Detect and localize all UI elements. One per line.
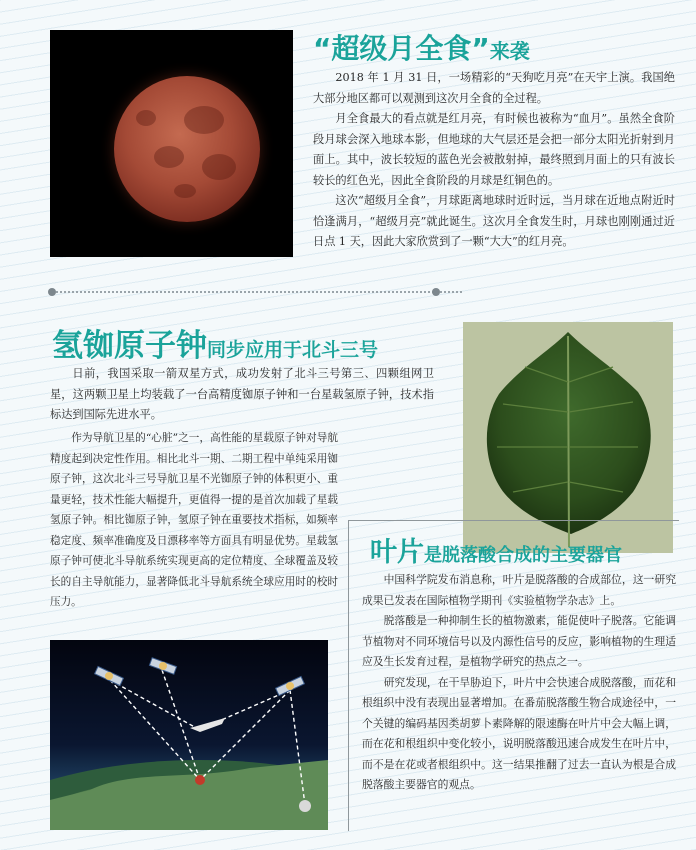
clock-article-body-top [50, 364, 434, 426]
leaf-article-title [370, 530, 622, 569]
satellite-navigation-image [50, 640, 328, 830]
moon-paragraph-1: 2018 年 1 月 31 日，一场精彩的“天狗吃月亮”在天宇上演。我国绝大部分地区都可以观测到这次月全食的全过程。 [313, 71, 675, 105]
clock-title-main: 氢铷原子钟 [52, 328, 207, 364]
moon-article-title [313, 27, 530, 67]
moon-paragraph-3: 这次“超级月全食”，月球距离地球时近时远，当月球在近地点附近时恰逢满月，“超级月亮”就此诞生。这次月全食发生时，月球也刚刚通过近日点 1 天，因此大家欣赏到了一颗“大大”的红月亮。 [313, 194, 675, 248]
divider-dot-right [432, 288, 440, 296]
clock-title-sub: 同步应用于北斗三号 [207, 339, 379, 361]
section-divider [52, 291, 462, 293]
red-moon-image [114, 76, 260, 222]
moon-title-tail: 来袭 [489, 39, 530, 63]
leaf-photo [463, 322, 673, 553]
leaf-image [463, 322, 673, 553]
clock-article-body [50, 428, 338, 613]
leaf-article-body [362, 570, 676, 796]
leaf-title-sub: 是脱落酸合成的主要器官 [424, 545, 622, 566]
moon-title-quoted: “超级月全食” [313, 32, 490, 65]
moon-paragraph-2: 月全食最大的看点就是红月亮，有时候也被称为“血月”。虽然全食阶段月球会深入地球本影，但地球的大气层还是会把一部分太阳光折射到月面上。其中，波长较短的蓝色光会被散射掉，最终照到月面上的只有波长较长的红色光，因此全食阶段的月球是红铜色的。 [313, 112, 675, 187]
clock-paragraph-2: 作为导航卫星的“心脏”之一，高性能的星载原子钟对导航精度起到决定性作用。相比北斗一期、二期工程中单纯采用铷原子钟，这次北斗三号导航卫星不光铷原子钟的体积更小、重量更轻，技术性能大幅提升，更值得一提的是首次加载了星载氢原子钟。相比铷原子钟，氢原子钟在重要技术指标，如频率稳定度、频率准确度及日漂移率等方面具有明显优势。星载氢原子钟可使北斗导航系统实现更高的定位精度、全球覆盖及较长的自主导航能力，显著降低北斗导航系统全球应用时的校时压力。 [50, 432, 338, 608]
divider-dot-left [48, 288, 56, 296]
moon-photo [50, 30, 293, 257]
leaf-paragraph-3: 研究发现，在干旱胁迫下，叶片中会快速合成脱落酸，而花和根组织中没有表现出显著增加。在番茄脱落酸生物合成途径中，一个关键的编码基因类胡萝卜素降解的限速酶在叶片中会大幅上调，而在花和根组织中变化较小，说明脱落酸迅速合成发生在叶片中，而不是在花或者根组织中。这一结果推翻了过去一直认为根是合成脱落酸主要器官的观点。 [362, 675, 676, 791]
leaf-paragraph-2: 脱落酸是一种抑制生长的植物激素，能促使叶子脱落。它能调节植物对不同环境信号以及内源性信号的反应，影响植物的生理适应及生长发育过程，是植物学研究的热点之一。 [362, 614, 676, 668]
moon-article-body [313, 68, 675, 253]
leaf-title-main: 叶片 [370, 537, 424, 568]
leaf-paragraph-1: 中国科学院发布消息称，叶片是脱落酸的合成部位，这一研究成果已发表在国际植物学期刊《实验植物学杂志》上。 [362, 573, 676, 607]
clock-paragraph-1: 日前，我国采取一箭双星方式，成功发射了北斗三号第三、四颗组网卫星，这两颗卫星上均装载了一台高精度铷原子钟和一台星载氢原子钟，技术指标达到国际先进水平。 [50, 367, 434, 421]
clock-article-title [52, 320, 378, 365]
